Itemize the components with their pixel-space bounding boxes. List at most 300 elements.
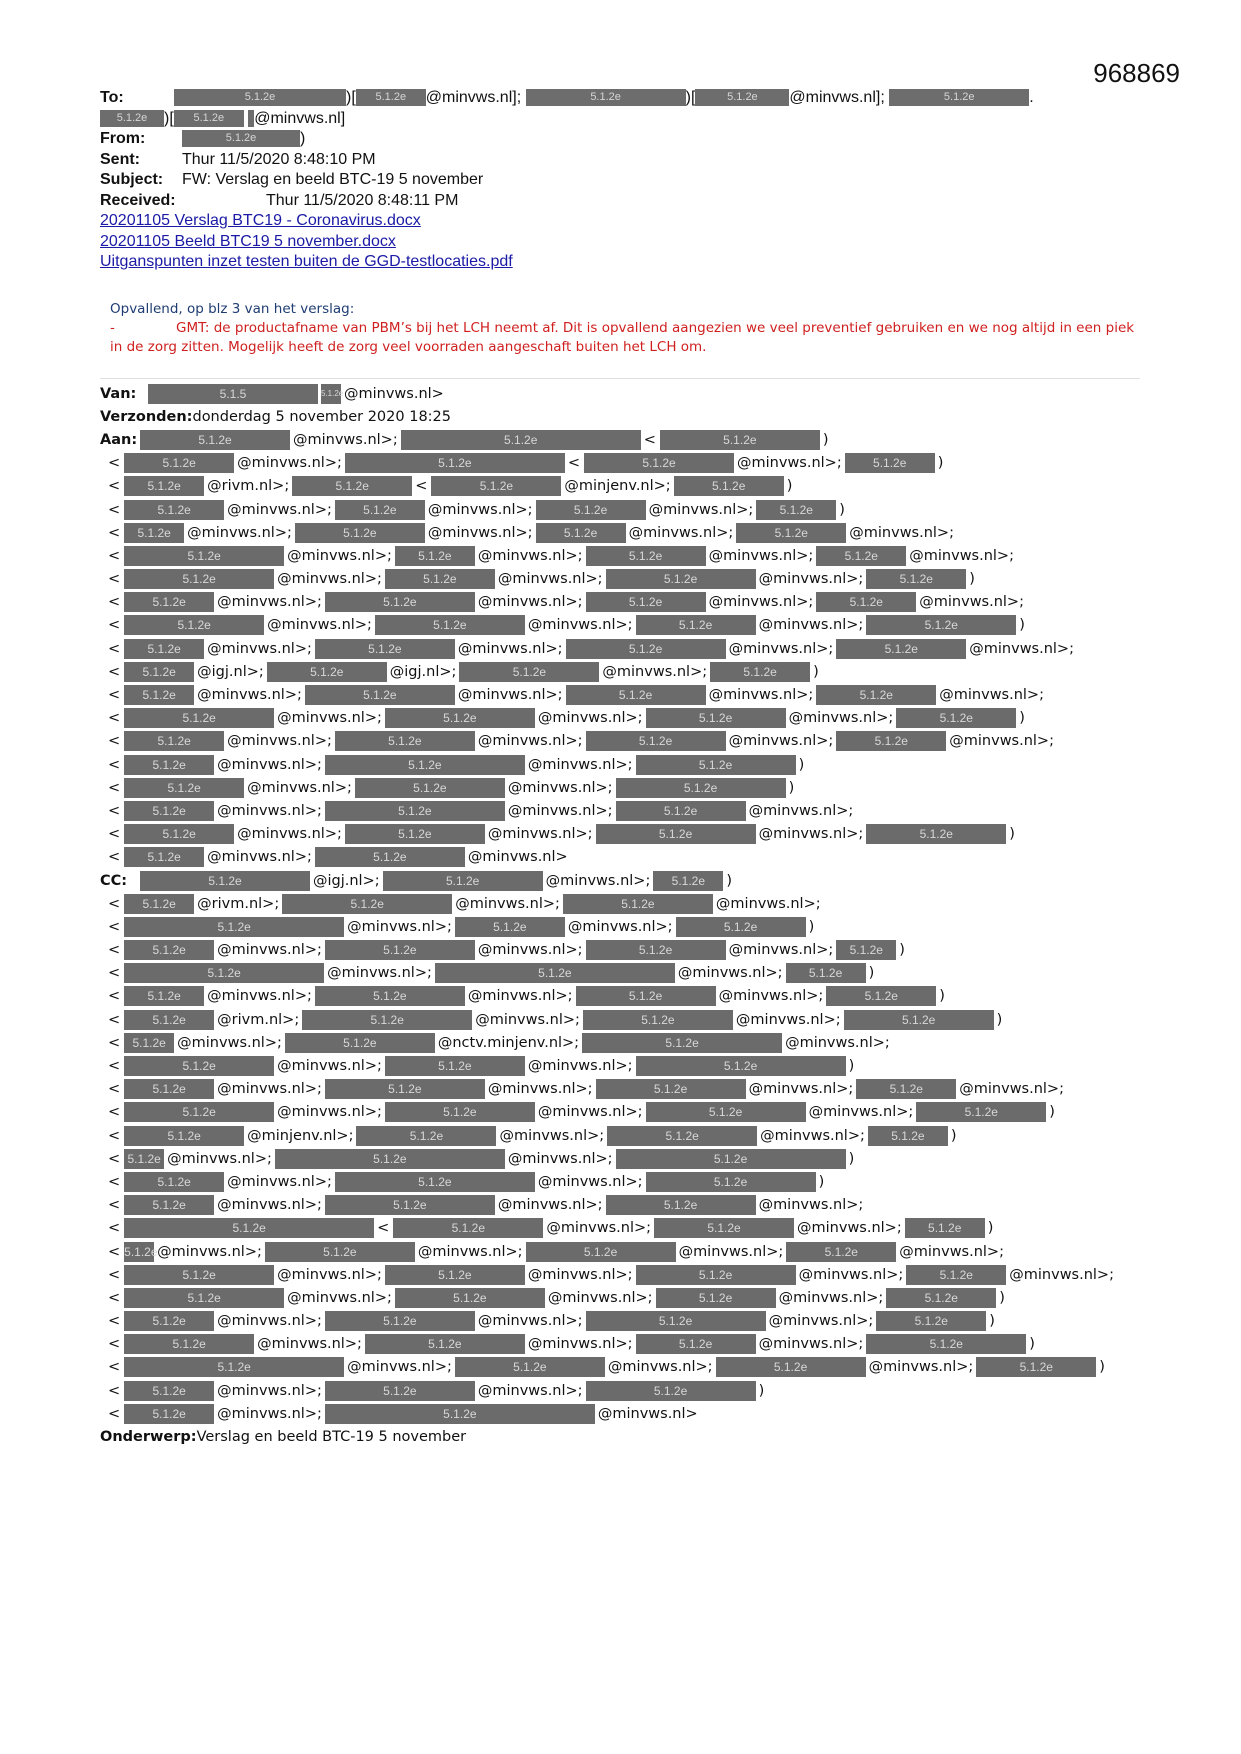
- email-domain: @minvws.nl>;: [715, 895, 821, 912]
- address-row: [100, 1240, 1150, 1263]
- email-domain: @minvws.nl>;: [758, 617, 864, 634]
- redaction: 5.1.2e: [596, 1079, 746, 1099]
- email-domain: @minvws.nl>;: [748, 1081, 854, 1098]
- email-domain: @minvws.nl>;: [177, 1034, 282, 1051]
- address-row: [100, 452, 1150, 475]
- document-number: 968869: [1093, 58, 1180, 88]
- email-domain: @minvws.nl>;: [708, 547, 814, 564]
- redaction: 5.1.2e: [401, 430, 641, 450]
- redaction: 5.1.2e: [385, 708, 535, 728]
- redaction: 5.1.2e: [656, 1288, 776, 1308]
- redaction: 5.1.2e: [100, 110, 164, 127]
- attachment-link[interactable]: 20201105 Verslag BTC19 - Coronavirus.docx: [100, 212, 421, 229]
- van-row: [100, 382, 1150, 405]
- email-domain: @minvws.nl>;: [909, 547, 1014, 564]
- email-domain: @minvws.nl>;: [728, 942, 834, 959]
- address-row: [100, 846, 1150, 869]
- redaction: 5.1.2e: [356, 89, 426, 106]
- email-domain: @minvws.nl>;: [257, 1336, 362, 1353]
- punctuation: ): [1009, 826, 1015, 843]
- email-domain: @minvws.nl>;: [217, 594, 322, 611]
- email-domain: @minvws.nl>;: [497, 571, 603, 588]
- email-domain: @minvws.nl>;: [718, 988, 824, 1005]
- redaction: 5.1.2e: [636, 1265, 796, 1285]
- address-row: [100, 1263, 1150, 1286]
- punctuation: <: [108, 687, 121, 704]
- punctuation: <: [108, 1173, 121, 1190]
- email-domain: @minvws.nl>;: [227, 1173, 332, 1190]
- punctuation: <: [108, 1058, 121, 1075]
- note-bullet: -: [110, 320, 115, 336]
- email-domain: @minvws.nl>;: [207, 640, 312, 657]
- redaction: 5.1.2e: [124, 1311, 214, 1331]
- address-row: [100, 1217, 1150, 1240]
- email-domain: @minvws.nl>;: [527, 1266, 633, 1283]
- verzonden-value: donderdag 5 november 2020 18:25: [192, 408, 451, 425]
- redaction: 5.1.2e: [385, 1056, 525, 1076]
- punctuation: <: [108, 965, 121, 982]
- email-domain: @minvws.nl>;: [1009, 1266, 1114, 1283]
- redaction: 5.1.2e: [866, 569, 966, 589]
- redaction: 5.1.2e: [295, 523, 425, 543]
- redaction: 5.1.2e: [124, 500, 224, 520]
- to-domain-end: @minvws.nl]: [254, 109, 346, 127]
- redaction: 5.1.2e: [566, 685, 706, 705]
- punctuation: <: [108, 895, 121, 912]
- email-domain: @minvws.nl>;: [527, 617, 633, 634]
- redaction: 5.1.2e: [866, 615, 1016, 635]
- punctuation: ): [798, 756, 805, 773]
- email-domain: @minvws.nl>;: [217, 1313, 322, 1330]
- email-domain: @minvws.nl>;: [758, 1336, 864, 1353]
- punctuation: ): [848, 1150, 855, 1167]
- redaction: 5.1.2e: [124, 708, 274, 728]
- redaction: 5.1.2e: [124, 1404, 214, 1424]
- redaction: 5.1.2e: [124, 894, 194, 914]
- address-row: [100, 1031, 1150, 1054]
- punctuation: <: [108, 501, 121, 518]
- redaction: 5.1.2e: [654, 1218, 794, 1238]
- redaction: 5.1.2e: [455, 917, 565, 937]
- redaction: 5.1.2e: [315, 986, 465, 1006]
- redaction: 5.1.2e: [786, 1242, 896, 1262]
- punctuation: ): [987, 1220, 994, 1237]
- email-domain: @minvws.nl>;: [327, 965, 432, 982]
- redaction: 5.1.2e: [756, 500, 836, 520]
- email-domain: @minvws.nl>;: [919, 594, 1024, 611]
- redaction: 5.1.2e: [124, 523, 184, 543]
- address-row: [100, 776, 1150, 799]
- address-row: [100, 753, 1150, 776]
- email-domain: @igj.nl>;: [197, 663, 264, 680]
- redaction: 5.1.2e: [124, 1033, 174, 1053]
- address-row: [100, 1402, 1150, 1425]
- redaction: 5.1.2e: [845, 453, 935, 473]
- email-domain: @minvws.nl>;: [868, 1359, 974, 1376]
- redaction: 5.1.2e: [124, 917, 344, 937]
- email-domain: @minvws.nl>;: [477, 1313, 583, 1330]
- to-label: To:: [100, 89, 124, 106]
- redaction: 5.1.2e: [616, 778, 786, 798]
- redaction: 5.1.2e: [736, 523, 846, 543]
- email-domain: @minvws.nl>;: [247, 779, 352, 796]
- redaction: 5.1.2e: [325, 1079, 485, 1099]
- redaction: 5.1.5: [148, 384, 318, 404]
- redaction: 5.1.2e: [563, 894, 713, 914]
- redaction: 5.1.2e: [174, 89, 346, 106]
- punctuation: <: [415, 478, 428, 495]
- email-domain: @minvws.nl>;: [798, 1266, 904, 1283]
- redaction: 5.1.2e: [124, 1357, 344, 1377]
- attachment-link[interactable]: 20201105 Beeld BTC19 5 november.docx: [100, 232, 396, 250]
- redaction: 5.1.2e: [582, 1033, 782, 1053]
- redaction: 5.1.2e: [607, 1126, 757, 1146]
- attachments: [100, 211, 1140, 273]
- redaction: 5.1.2e: [905, 1218, 985, 1238]
- redaction: 5.1.2e: [124, 546, 284, 566]
- attachment-link[interactable]: Uitganspunten inzet testen buiten de GGD-testlocaties.pdf: [100, 253, 513, 270]
- redaction: 5.1.2e: [325, 1381, 475, 1401]
- email-domain: @minvws.nl>;: [648, 501, 754, 518]
- punctuation: <: [108, 1197, 121, 1214]
- redaction: 5.1.2e: [395, 546, 475, 566]
- address-row: [100, 1101, 1150, 1124]
- email-domain: @minvws.nl>;: [157, 1243, 262, 1260]
- subject-value: FW: Verslag en beeld BTC-19 5 november: [182, 171, 484, 188]
- divider: [100, 378, 1140, 379]
- punctuation: ): [950, 1127, 957, 1144]
- redaction: 5.1.2e: [836, 731, 946, 751]
- redaction: 5.1.2e: [124, 1149, 164, 1169]
- redaction: 5.1.2e: [646, 1172, 816, 1192]
- redaction: 5.1.2e: [636, 615, 756, 635]
- email-domain: @minvws.nl>;: [678, 1243, 784, 1260]
- redaction: 5.1.2e: [302, 1010, 472, 1030]
- subject-label: Subject:: [100, 171, 164, 188]
- email-domain: @minvws.nl>;: [507, 1150, 613, 1167]
- redaction: 5.1.2e: [383, 871, 543, 891]
- redaction: 5.1.2e: [124, 615, 264, 635]
- redaction: 5.1.2e: [431, 476, 561, 496]
- from-line: From: 5.1.2e ): [100, 129, 1140, 150]
- email-domain: @minvws.nl>;: [237, 455, 342, 472]
- punctuation: ): [818, 1173, 825, 1190]
- verzonden-label: Verzonden:: [100, 408, 193, 425]
- redaction: 5.1.2e: [325, 801, 505, 821]
- address-row: [100, 544, 1150, 567]
- redaction: 5.1.2e: [636, 1334, 756, 1354]
- redaction: 5.1.2e: [124, 986, 204, 1006]
- email-domain: @minvws.nl>;: [227, 501, 332, 518]
- email-domain: @minvws.nl>;: [427, 524, 533, 541]
- redaction: 5.1.2e: [124, 639, 204, 659]
- redaction: 5.1.2e: [124, 1010, 214, 1030]
- redaction: 5.1.2e: [140, 430, 290, 450]
- email-domain: @minvws.nl>: [344, 385, 444, 402]
- punctuation: <: [108, 1150, 121, 1167]
- redaction: 5.1.2e: [816, 592, 916, 612]
- redaction: 5.1.2e: [124, 1288, 284, 1308]
- email-domain: @minvws.nl>;: [477, 733, 583, 750]
- email-domain: @minvws.nl>;: [267, 617, 372, 634]
- redaction: 5.1.2e: [282, 894, 452, 914]
- address-row: [100, 1356, 1150, 1379]
- address-row: [100, 1124, 1150, 1147]
- redaction: 5.1.2e: [606, 569, 756, 589]
- redaction: 5.1.2e: [586, 1311, 766, 1331]
- email-domain: @minvws.nl>;: [760, 1127, 865, 1144]
- punctuation: <: [643, 431, 656, 448]
- email-domain: @minvws.nl>;: [546, 1220, 652, 1237]
- punctuation: <: [108, 455, 121, 472]
- email-domain: @minvws.nl>;: [477, 547, 583, 564]
- redaction: 5.1.2e: [124, 824, 234, 844]
- address-row: [100, 1147, 1150, 1170]
- redaction: 5.1.2e: [866, 824, 1006, 844]
- redaction: 5.1.2e: [124, 778, 244, 798]
- redaction: 5.1.2e: [459, 662, 599, 682]
- email-domain: @minjenv.nl>;: [247, 1127, 354, 1144]
- punctuation: <: [108, 617, 121, 634]
- email-domain: @nctv.minjenv.nl>;: [437, 1034, 580, 1051]
- punctuation: ): [939, 988, 945, 1005]
- verzonden-row: [100, 405, 1150, 428]
- from-label: From:: [100, 130, 146, 147]
- punctuation: ): [1049, 1104, 1055, 1121]
- address-row: [100, 799, 1150, 822]
- email-domain: @minvws.nl>;: [949, 733, 1054, 750]
- punctuation: ): [1019, 710, 1025, 727]
- redaction: 5.1.2e: [393, 1218, 543, 1238]
- redaction: 5.1.2e: [385, 569, 495, 589]
- redaction: 5.1.2e: [836, 639, 966, 659]
- email-domain: @minvws.nl>;: [217, 1081, 322, 1098]
- email-domain: @minvws.nl>;: [748, 802, 854, 819]
- punctuation: <: [108, 988, 121, 1005]
- punctuation: <: [377, 1220, 390, 1237]
- address-row: [100, 660, 1150, 683]
- email-domain: @minvws.nl>;: [455, 895, 560, 912]
- redaction: 5.1.2e: [596, 824, 756, 844]
- redaction: 5.1.2e: [526, 89, 686, 106]
- email-domain: @minvws.nl>;: [959, 1081, 1064, 1098]
- email-domain: @minvws.nl>;: [457, 687, 563, 704]
- redaction: 5.1.2e: [816, 546, 906, 566]
- email-domain: @minvws.nl>: [467, 849, 568, 866]
- note-intro: Opvallend, op blz 3 van het verslag:: [110, 301, 355, 317]
- redaction: 5.1.2e: [321, 384, 341, 404]
- redaction: 5.1.2e: [526, 1242, 676, 1262]
- punctuation: ): [899, 942, 905, 959]
- email-domain: @minvws.nl>: [597, 1405, 698, 1422]
- email-domain: @minvws.nl>;: [227, 733, 332, 750]
- redaction: 5.1.2e: [395, 1288, 545, 1308]
- email-domain: @minvws.nl>;: [758, 571, 864, 588]
- to-domain: @minvws.nl];: [425, 89, 522, 106]
- email-domain: @minvws.nl>;: [677, 965, 783, 982]
- address-row: [100, 939, 1150, 962]
- redaction: 5.1.2e: [265, 1242, 415, 1262]
- redaction: 5.1.2e: [124, 1195, 214, 1215]
- subject-line: [100, 170, 1140, 191]
- to-line: To: 5.1.2e )[ 5.1.2e @minvws.nl]; 5.1.2e )[ 5.1.2e @minvws.nl]; 5.1.2e .: [100, 88, 1140, 109]
- to-line-cont: 5.1.2e )[ 5.1.2e @minvws.nl]: [100, 109, 1140, 130]
- note-body: [110, 319, 1140, 357]
- email-domain: @minvws.nl>;: [547, 1289, 653, 1306]
- email-domain: @minvws.nl>;: [287, 547, 392, 564]
- redaction: 5.1.2e: [606, 1195, 756, 1215]
- email-domain: @minvws.nl>;: [545, 872, 651, 889]
- redaction: 5.1.2e: [325, 755, 525, 775]
- punctuation: <: [108, 1034, 121, 1051]
- onderwerp-label: Onderwerp:: [100, 1429, 197, 1446]
- redaction: 5.1.2e: [124, 1172, 224, 1192]
- redaction: 5.1.2e: [616, 1149, 846, 1169]
- email-domain: @igj.nl>;: [313, 872, 380, 889]
- punctuation: <: [108, 1336, 121, 1353]
- redaction: 5.1.2e: [716, 1357, 866, 1377]
- redaction: 5.1.2e: [335, 500, 425, 520]
- van-label: Van:: [100, 385, 137, 402]
- redaction: 5.1.2e: [315, 639, 455, 659]
- address-row: [100, 985, 1150, 1008]
- redaction: 5.1.2e: [786, 963, 866, 983]
- address-row: [100, 869, 1150, 892]
- forwarded-header: [100, 382, 1150, 1449]
- redaction: 5.1.2e: [315, 847, 465, 867]
- redaction: 5.1.2e: [435, 963, 675, 983]
- punctuation: <: [108, 1011, 121, 1028]
- email-domain: @minvws.nl>;: [197, 687, 302, 704]
- email-domain: @minvws.nl>;: [527, 756, 633, 773]
- redaction: 5.1.2e: [868, 1126, 948, 1146]
- redaction: 5.1.2e: [345, 824, 485, 844]
- email-domain: @minvws.nl>;: [457, 640, 563, 657]
- punctuation: ): [868, 965, 875, 982]
- email-domain: @minvws.nl>;: [477, 942, 583, 959]
- address-row: [100, 521, 1150, 544]
- to-domain: @minvws.nl];: [789, 89, 885, 106]
- email-domain: @minvws.nl>;: [287, 1289, 392, 1306]
- redaction: 5.1.2e: [385, 1265, 525, 1285]
- email-domain: @minvws.nl>;: [537, 710, 643, 727]
- redaction: 5.1.2e: [653, 871, 723, 891]
- email-domain: @minvws.nl>;: [768, 1313, 874, 1330]
- redaction: 5.1.2e: [356, 1126, 496, 1146]
- address-row: [100, 1078, 1150, 1101]
- sent-label: Sent:: [100, 150, 140, 168]
- redaction: 5.1.2e: [124, 592, 214, 612]
- redaction: 5.1.2e: [826, 986, 936, 1006]
- punctuation: <: [108, 710, 121, 727]
- onderwerp-row: [100, 1425, 1150, 1448]
- punctuation: ): [839, 501, 845, 518]
- redaction: 5.1.2e: [710, 662, 810, 682]
- punctuation: <: [108, 942, 121, 959]
- email-domain: @minvws.nl>;: [708, 594, 814, 611]
- email-domain: @minvws.nl>;: [217, 756, 322, 773]
- redaction: 5.1.2e: [124, 685, 194, 705]
- redaction: 5.1.2e: [695, 89, 789, 106]
- email-domain: @rivm.nl>;: [207, 478, 290, 495]
- redaction: 5.1.2e: [646, 708, 786, 728]
- punctuation: ): [808, 918, 815, 935]
- address-row: [100, 1333, 1150, 1356]
- redaction: 5.1.2e: [325, 592, 475, 612]
- email-domain: @minvws.nl>;: [277, 710, 382, 727]
- redaction: 5.1.2e: [124, 1381, 214, 1401]
- redaction: 5.1.2e: [646, 1102, 806, 1122]
- redaction: 5.1.2e: [124, 569, 274, 589]
- redaction: 5.1.2e: [616, 801, 746, 821]
- redaction: 5.1.2e: [566, 639, 726, 659]
- redaction: 5.1.2e: [916, 1102, 1046, 1122]
- email-domain: @minvws.nl>;: [567, 918, 673, 935]
- redaction: 5.1.2e: [325, 1404, 595, 1424]
- punctuation: ): [969, 571, 975, 588]
- punctuation: ): [786, 478, 793, 495]
- email-domain: @minvws.nl>;: [477, 594, 583, 611]
- email-domain: @minvws.nl>;: [207, 988, 312, 1005]
- redaction: 5.1.2e: [124, 1218, 374, 1238]
- email-domain: @minvws.nl>;: [507, 802, 613, 819]
- email-domain: @minvws.nl>;: [497, 1197, 603, 1214]
- redaction: 5.1.2e: [124, 662, 194, 682]
- redaction: 5.1.2e: [124, 1056, 274, 1076]
- redaction: 5.1.2e: [124, 1126, 244, 1146]
- redaction: 5.1.2e: [976, 1357, 1096, 1377]
- punctuation: ): [848, 1058, 855, 1075]
- aan-label: Aan:: [100, 431, 138, 448]
- address-row: [100, 475, 1150, 498]
- punctuation: ): [1029, 1336, 1035, 1353]
- email-header: [100, 88, 1140, 273]
- email-domain: @minvws.nl>;: [277, 1058, 382, 1075]
- email-domain: @minvws.nl>;: [499, 1127, 605, 1144]
- redaction: 5.1.2e: [876, 1311, 986, 1331]
- email-domain: @minvws.nl>;: [708, 687, 814, 704]
- email-domain: @rivm.nl>;: [217, 1011, 300, 1028]
- redaction: 5.1.2e: [292, 476, 412, 496]
- redaction: 5.1.2e: [586, 731, 726, 751]
- redaction: 5.1.2e: [124, 847, 204, 867]
- punctuation: ): [1099, 1359, 1105, 1376]
- redaction: 5.1.2e: [140, 871, 310, 891]
- punctuation: <: [108, 663, 121, 680]
- redaction: 5.1.2e: [866, 1334, 1026, 1354]
- redaction: 5.1.2e: [455, 1357, 605, 1377]
- redaction: 5.1.2e: [335, 731, 475, 751]
- punctuation: <: [108, 918, 121, 935]
- email-domain: @minvws.nl>;: [537, 1173, 643, 1190]
- address-row: [100, 1310, 1150, 1333]
- punctuation: ): [996, 1011, 1003, 1028]
- email-domain: @minvws.nl>;: [167, 1150, 272, 1167]
- email-domain: @minvws.nl>;: [347, 918, 452, 935]
- redaction: 5.1.2e: [586, 592, 706, 612]
- email-domain: @minvws.nl>;: [785, 1034, 890, 1051]
- email-domain: @minvws.nl>;: [758, 1197, 864, 1214]
- redaction: 5.1.2e: [844, 1010, 994, 1030]
- email-domain: @minvws.nl>;: [537, 1104, 643, 1121]
- email-domain: @minjenv.nl>;: [564, 478, 671, 495]
- sent-value: Thur 11/5/2020 8:48:10 PM: [182, 150, 376, 168]
- address-row: [100, 962, 1150, 985]
- punctuation: ): [788, 779, 795, 796]
- redaction: 5.1.2e: [124, 755, 214, 775]
- redaction: 5.1.2e: [124, 453, 234, 473]
- punctuation: <: [108, 1127, 121, 1144]
